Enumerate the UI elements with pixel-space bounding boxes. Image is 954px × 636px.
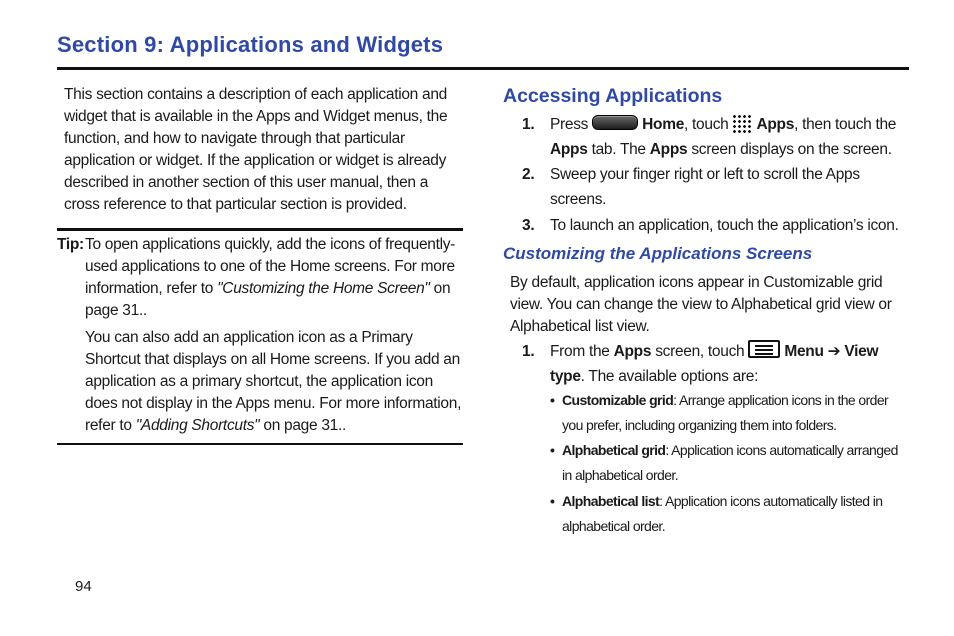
apps-screen-label: Apps	[649, 141, 688, 158]
step-body: To launch an application, touch the application’s icon.	[550, 217, 899, 234]
menu-label: Menu	[784, 343, 824, 360]
tip-text: To open applications quickly, add the icons of frequently-used applications to one of the Home screens. For more information, refer to	[85, 236, 456, 297]
step-text: screen, touch	[651, 343, 749, 360]
cross-reference-link[interactable]: "Adding Shortcuts"	[135, 417, 260, 434]
step-body	[550, 339, 910, 389]
apps-label: Apps	[756, 116, 795, 133]
step-text: Press	[550, 116, 589, 133]
step-text: tab. The	[587, 141, 650, 158]
tip-text: on page 31..	[259, 417, 346, 434]
tip-paragraph-2	[85, 327, 463, 437]
home-key-icon	[592, 115, 638, 130]
apps-label: Apps	[613, 343, 652, 360]
step-text: . The available options are:	[580, 368, 759, 385]
tip-paragraph-1	[85, 234, 463, 322]
apps-grid-icon	[732, 114, 752, 134]
tip-text: on page 31..	[85, 280, 451, 319]
menu-key-icon	[748, 340, 780, 358]
bullet-icon: •	[550, 442, 555, 458]
option-text	[562, 388, 907, 438]
apps-tab-label: Apps	[550, 141, 588, 158]
step-number: 1.	[522, 343, 535, 360]
option-text	[562, 438, 907, 488]
step-number: 1.	[522, 116, 535, 133]
page-number: 94	[75, 578, 92, 595]
top-rule	[57, 67, 909, 70]
step-text: screen displays on the screen.	[687, 141, 892, 158]
tip-label: Tip:	[57, 236, 84, 253]
step-text: , touch	[684, 116, 729, 133]
step-text: From the	[550, 343, 614, 360]
view-type-label: View type	[550, 343, 879, 385]
bullet-icon: •	[550, 493, 555, 509]
tip-top-rule	[57, 228, 463, 231]
step-body	[550, 112, 910, 162]
customizing-paragraph: By default, application icons appear in Customizable grid view. You can change the view to Alphabetical grid view or Alphabetical list view.	[510, 274, 892, 335]
intro-paragraph: This section contains a description of each application and widget that is available in the Apps and Widget menus, the function, and how to navigate through that particular application or widget. If the application or widget is already described in another section of this user manual, then a cross reference to that particular section is provided.	[64, 86, 448, 213]
step-text: , then touch the	[794, 116, 897, 133]
option-term: Customizable grid	[562, 392, 674, 408]
section-title: Section 9: Applications and Widgets	[57, 32, 444, 57]
cross-reference-link[interactable]: "Customizing the Home Screen"	[217, 280, 430, 297]
option-description: : Application icons automatically arranged in alphabetical order.	[562, 442, 898, 483]
home-label: Home	[642, 116, 685, 133]
customizing-heading: Customizing the Applications Screens	[503, 244, 813, 263]
step-number: 3.	[522, 217, 535, 234]
option-term: Alphabetical grid	[562, 442, 666, 458]
option-description: : Application icons automatically listed in alphabetical order.	[562, 493, 883, 534]
step-number: 2.	[522, 166, 535, 183]
tip-text: You can also add an application icon as a Primary Shortcut that displays on all Home screens. If you add an application as a primary shortcut, the application icon does not display in the Apps menu. For more information, refer to	[85, 329, 462, 434]
accessing-applications-heading: Accessing Applications	[503, 85, 723, 107]
option-description: : Arrange application icons in the order you prefer, including organizing them into folders.	[562, 392, 889, 433]
option-text	[562, 489, 907, 539]
bullet-icon: •	[550, 392, 555, 408]
arrow-icon: ➔	[827, 343, 841, 360]
step-body: Sweep your finger right or left to scroll the Apps screens.	[550, 166, 860, 208]
option-term: Alphabetical list	[562, 493, 660, 509]
tip-bottom-rule	[57, 443, 463, 445]
